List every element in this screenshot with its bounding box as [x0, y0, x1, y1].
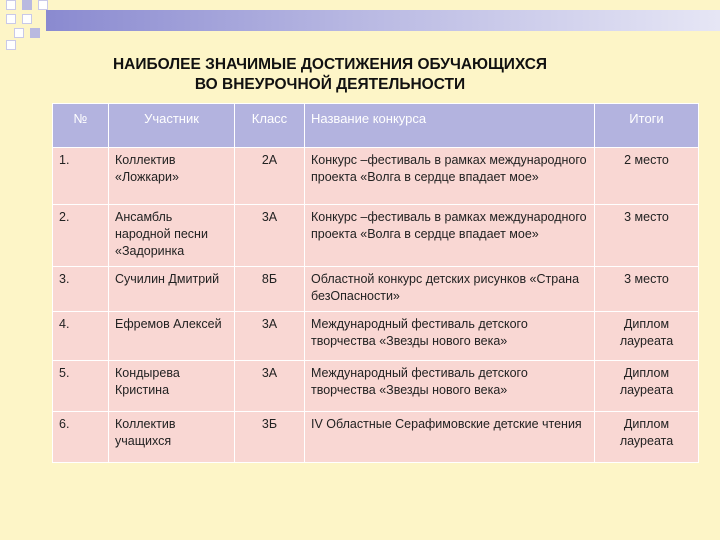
cell-result: 3 место [595, 205, 699, 267]
table-header-row [53, 104, 699, 148]
cell-result: Диплом лауреата [595, 412, 699, 463]
header-gradient-bar [46, 10, 720, 31]
header-result: Итоги [595, 104, 699, 148]
cell-contest: Международный фестиваль детского творчества «Звезды нового века» [305, 361, 595, 412]
cell-class: 3А [235, 312, 305, 361]
table-row [53, 312, 699, 361]
deco-square [22, 14, 32, 24]
title-line-2: ВО ВНЕУРОЧНОЙ ДЕЯТЕЛЬНОСТИ [194, 76, 466, 93]
cell-result: Диплом лауреата [595, 312, 699, 361]
table-row [53, 361, 699, 412]
table-row [53, 148, 699, 205]
cell-participant: Коллектив «Ложкари» [109, 148, 235, 205]
cell-result: 3 место [595, 267, 699, 312]
cell-contest: Областной конкурс детских рисунков «Страна безОпасности» [305, 267, 595, 312]
cell-participant: Сучилин Дмитрий [109, 267, 235, 312]
cell-num: 2. [53, 205, 109, 267]
cell-class: 8Б [235, 267, 305, 312]
cell-result: Диплом лауреата [595, 361, 699, 412]
cell-participant: Кондырева Кристина [109, 361, 235, 412]
deco-square [6, 40, 16, 50]
cell-class: 2А [235, 148, 305, 205]
achievements-table [52, 103, 699, 463]
cell-contest: Международный фестиваль детского творчества «Звезды нового века» [305, 312, 595, 361]
title-line-1: НАИБОЛЕЕ ЗНАЧИМЫЕ ДОСТИЖЕНИЯ ОБУЧАЮЩИХСЯ [112, 56, 548, 73]
cell-class: 3Б [235, 412, 305, 463]
table-row [53, 267, 699, 312]
decorative-header [0, 0, 720, 50]
cell-class: 3А [235, 205, 305, 267]
deco-square [14, 28, 24, 38]
header-participant: Участник [109, 104, 235, 148]
cell-num: 3. [53, 267, 109, 312]
header-contest: Название конкурса [305, 104, 595, 148]
page-title [40, 55, 620, 95]
cell-num: 1. [53, 148, 109, 205]
header-class: Класс [235, 104, 305, 148]
deco-square [22, 0, 32, 10]
cell-class: 3А [235, 361, 305, 412]
cell-result: 2 место [595, 148, 699, 205]
cell-num: 4. [53, 312, 109, 361]
deco-square [6, 14, 16, 24]
cell-contest: Конкурс –фестиваль в рамках международного проекта «Волга в сердце впадает мое» [305, 205, 595, 267]
header-num: № [53, 104, 109, 148]
deco-square [38, 0, 48, 10]
table-row [53, 205, 699, 267]
table-row [53, 412, 699, 463]
deco-square [6, 0, 16, 10]
deco-square [30, 28, 40, 38]
cell-participant: Ансамбль народной песни «Задоринка [109, 205, 235, 267]
cell-participant: Ефремов Алексей [109, 312, 235, 361]
cell-participant: Коллектив учащихся [109, 412, 235, 463]
cell-num: 6. [53, 412, 109, 463]
cell-contest: IV Областные Серафимовские детские чтения [305, 412, 595, 463]
cell-num: 5. [53, 361, 109, 412]
cell-contest: Конкурс –фестиваль в рамках международного проекта «Волга в сердце впадает мое» [305, 148, 595, 205]
